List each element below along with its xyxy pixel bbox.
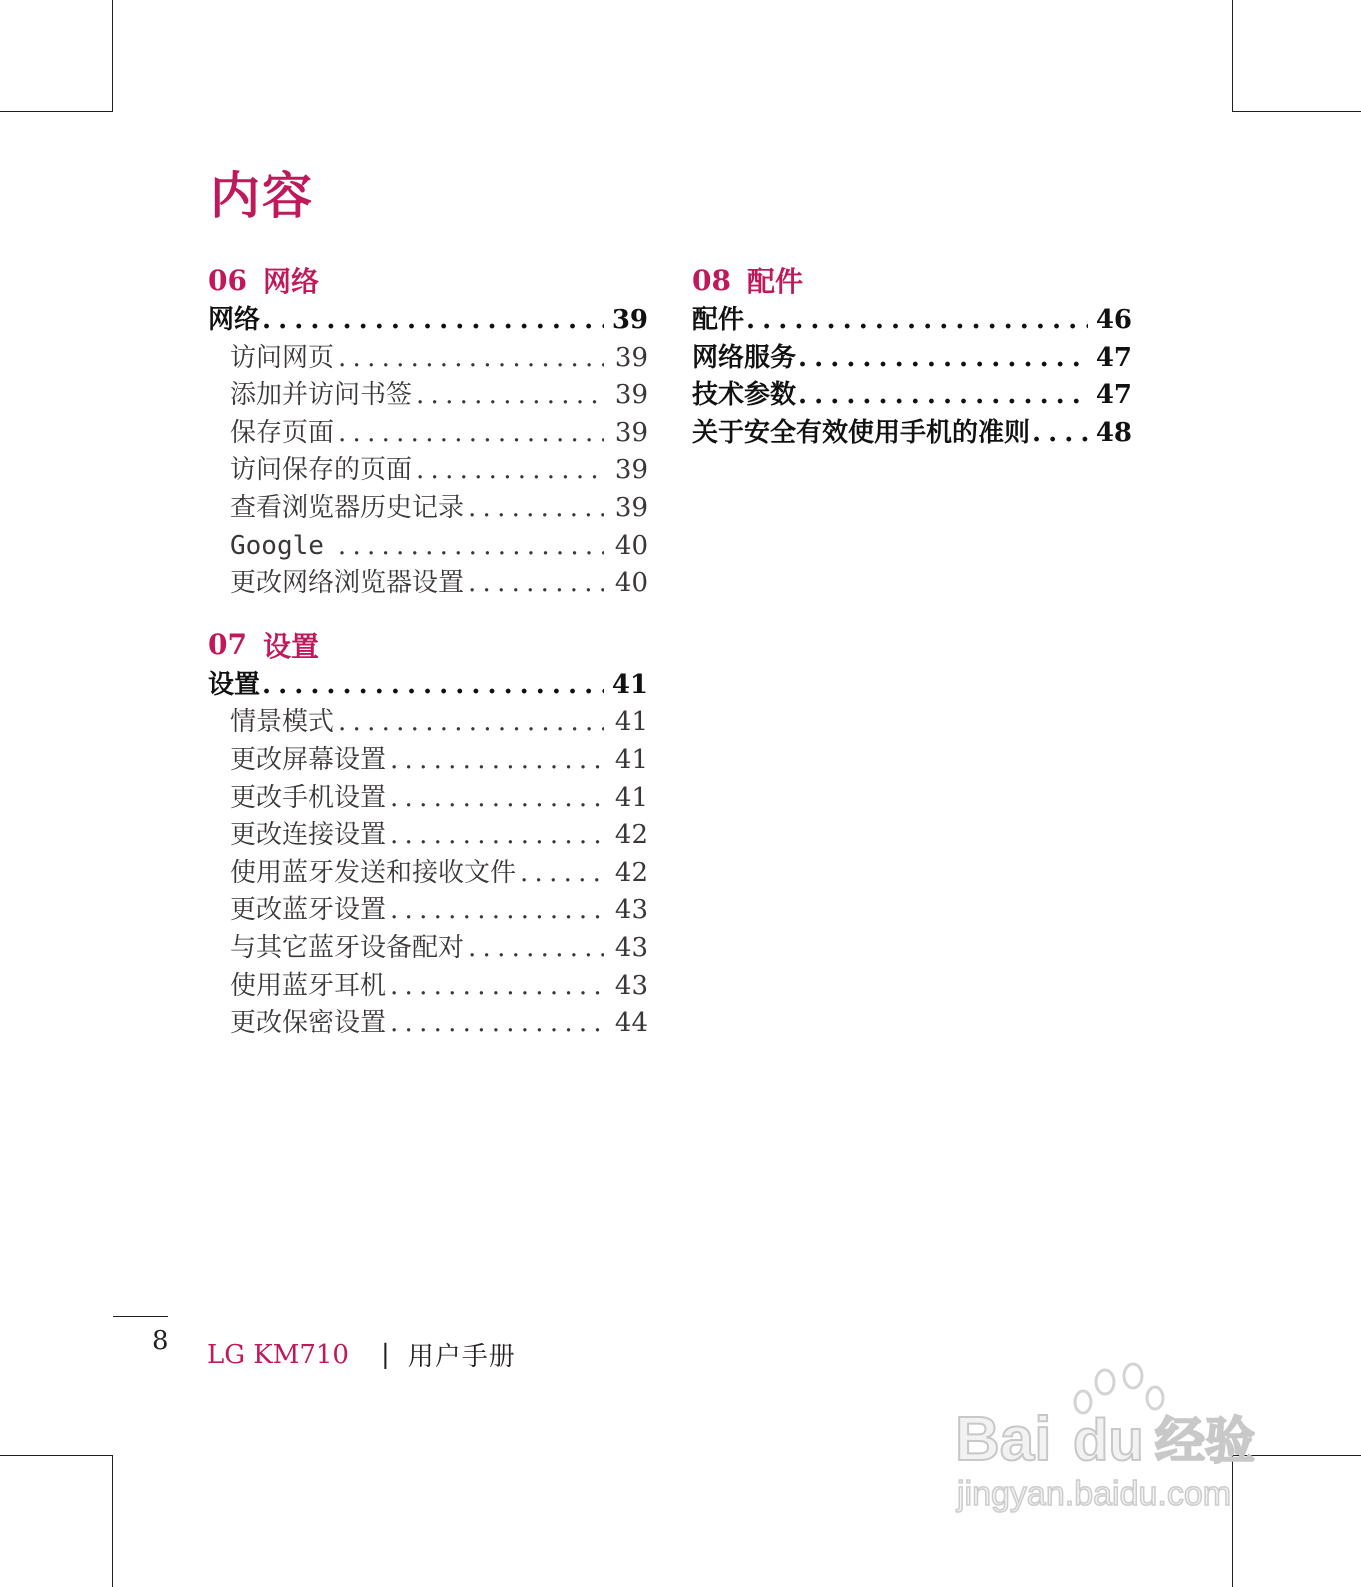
toc-entry[interactable] bbox=[208, 490, 648, 528]
section-heading bbox=[208, 623, 648, 667]
toc-entry[interactable] bbox=[208, 377, 648, 415]
page-number: 8 bbox=[152, 1326, 169, 1356]
toc-entry-label: 更改保密设置 bbox=[230, 1008, 387, 1039]
section-heading bbox=[208, 258, 648, 302]
svg-text:jingyan.baidu.com: jingyan.baidu.com bbox=[957, 1475, 1232, 1513]
dot-leader bbox=[262, 302, 604, 340]
toc-entry-page: 39 bbox=[614, 492, 648, 523]
dot-leader bbox=[468, 490, 604, 528]
toc-column-right bbox=[692, 258, 1132, 468]
svg-text:du: du bbox=[1073, 1408, 1144, 1473]
toc-entry-page: 47 bbox=[1095, 342, 1132, 373]
dot-leader bbox=[390, 742, 604, 780]
toc-entry-label: 添加并访问书签 bbox=[230, 380, 413, 411]
dot-leader bbox=[468, 930, 604, 968]
toc-entry[interactable] bbox=[208, 855, 648, 893]
toc-entry-main[interactable] bbox=[692, 302, 1132, 340]
dot-leader bbox=[416, 452, 604, 490]
toc-entry-label: 访问保存的页面 bbox=[230, 455, 413, 486]
section-name: 网络 bbox=[262, 265, 319, 298]
toc-entry-label: 关于安全有效使用手机的准则 bbox=[692, 417, 1031, 448]
toc-entry[interactable] bbox=[208, 780, 648, 818]
toc-entry-label: 设置 bbox=[208, 669, 261, 700]
toc-entry[interactable] bbox=[208, 930, 648, 968]
toc-entry-page: 41 bbox=[611, 669, 648, 700]
footer-manual-label: 用户手册 bbox=[407, 1342, 516, 1372]
footer bbox=[207, 1336, 516, 1373]
toc-entry-page: 40 bbox=[614, 530, 648, 561]
footer-separator: | bbox=[380, 1339, 390, 1370]
toc-entry-label: 与其它蓝牙设备配对 bbox=[230, 932, 465, 963]
toc-entry-page: 46 bbox=[1095, 305, 1132, 335]
toc-entry-page: 43 bbox=[614, 970, 648, 1001]
toc-entry[interactable] bbox=[208, 742, 648, 780]
toc-entry-page: 43 bbox=[614, 932, 648, 963]
toc-entry-label: 保存页面 bbox=[230, 417, 335, 448]
section-number: 06 bbox=[208, 263, 247, 297]
dot-leader bbox=[520, 855, 604, 893]
toc-entry[interactable] bbox=[208, 704, 648, 742]
section-heading bbox=[692, 258, 1132, 302]
dot-leader bbox=[338, 340, 604, 378]
toc-entry-page: 39 bbox=[611, 305, 648, 335]
crop-mark-tl-h bbox=[0, 111, 112, 112]
dot-leader bbox=[390, 1005, 604, 1043]
section-number: 08 bbox=[692, 263, 731, 297]
toc-entry-label: 网络服务 bbox=[692, 342, 797, 373]
toc-entry-page: 41 bbox=[614, 744, 648, 775]
toc-entry-page: 44 bbox=[614, 1008, 648, 1039]
crop-mark-bl-v bbox=[112, 1455, 113, 1587]
toc-entry[interactable] bbox=[208, 1005, 648, 1043]
toc-entry[interactable] bbox=[208, 817, 648, 855]
dot-leader bbox=[416, 377, 604, 415]
toc-entry-page: 39 bbox=[614, 342, 648, 373]
dot-leader bbox=[468, 565, 604, 603]
toc-entry[interactable] bbox=[208, 340, 648, 378]
toc-entry-page: 41 bbox=[614, 782, 648, 813]
toc-column-left bbox=[208, 258, 648, 1059]
toc-entry-label: 情景模式 bbox=[230, 707, 335, 738]
toc-entry[interactable] bbox=[208, 415, 648, 453]
dot-leader bbox=[338, 415, 604, 453]
toc-entry-page: 47 bbox=[1095, 380, 1132, 411]
toc-section-06 bbox=[208, 258, 648, 603]
dot-leader bbox=[390, 780, 604, 818]
toc-entry-main[interactable] bbox=[692, 340, 1132, 378]
crop-mark-tr-v bbox=[1232, 0, 1233, 112]
crop-mark-tr-h bbox=[1232, 111, 1361, 112]
toc-entry-label: 更改连接设置 bbox=[230, 820, 387, 851]
toc-entry-label: 使用蓝牙耳机 bbox=[230, 970, 387, 1001]
section-number: 07 bbox=[208, 628, 247, 662]
svg-text:Bai: Bai bbox=[955, 1405, 1052, 1474]
toc-entry-label: 访问网页 bbox=[230, 342, 335, 373]
toc-entry-page: 39 bbox=[614, 380, 648, 411]
toc-entry-page: 39 bbox=[614, 417, 648, 448]
footer-model: LG KM710 bbox=[207, 1339, 349, 1370]
toc-entry-label: Google bbox=[230, 530, 324, 561]
toc-entry-page: 39 bbox=[614, 455, 648, 486]
toc-entry[interactable] bbox=[208, 452, 648, 490]
crop-mark-bl-h bbox=[0, 1455, 112, 1456]
toc-entry[interactable] bbox=[208, 892, 648, 930]
toc-entry[interactable] bbox=[208, 565, 648, 603]
page-title: 内容 bbox=[210, 166, 314, 225]
dot-leader bbox=[390, 892, 604, 930]
toc-entry[interactable] bbox=[208, 528, 648, 566]
toc-entry-main[interactable] bbox=[208, 667, 648, 705]
crop-mark-tl-v bbox=[112, 0, 113, 112]
toc-entry-page: 48 bbox=[1095, 417, 1132, 448]
section-name: 设置 bbox=[262, 629, 319, 663]
dot-leader bbox=[390, 817, 604, 855]
toc-entry-label: 使用蓝牙发送和接收文件 bbox=[230, 857, 517, 888]
toc-entry-main[interactable] bbox=[692, 377, 1132, 415]
toc-entry[interactable] bbox=[208, 968, 648, 1006]
toc-entry-label: 网络 bbox=[208, 305, 261, 335]
toc-entry-page: 40 bbox=[614, 568, 648, 599]
toc-entry-page: 43 bbox=[614, 895, 648, 926]
toc-entry-page: 41 bbox=[614, 707, 648, 738]
dot-leader bbox=[746, 302, 1088, 340]
svg-text:经验: 经验 bbox=[1155, 1412, 1255, 1470]
toc-entry-label: 更改手机设置 bbox=[230, 782, 387, 813]
toc-section-07 bbox=[208, 623, 648, 1043]
toc-entry-label: 技术参数 bbox=[692, 380, 797, 411]
toc-entry-label: 查看浏览器历史记录 bbox=[230, 492, 465, 523]
toc-entry-page: 42 bbox=[614, 857, 648, 888]
dot-leader bbox=[1032, 415, 1088, 453]
baidu-jingyan-watermark-logo bbox=[955, 1360, 1275, 1520]
dot-leader bbox=[798, 377, 1088, 415]
toc-entry-label: 配件 bbox=[692, 305, 745, 335]
dot-leader bbox=[338, 704, 604, 742]
toc-entry-label: 更改蓝牙设置 bbox=[230, 895, 387, 926]
dot-leader bbox=[798, 340, 1088, 378]
section-name: 配件 bbox=[746, 265, 803, 298]
toc-entry-main[interactable] bbox=[208, 302, 648, 340]
toc-entry-label: 更改网络浏览器设置 bbox=[230, 568, 465, 599]
dot-leader bbox=[262, 667, 604, 705]
toc-entry-page: 42 bbox=[614, 820, 648, 851]
toc-entry-label: 更改屏幕设置 bbox=[230, 744, 387, 775]
dot-leader bbox=[338, 528, 604, 566]
dot-leader bbox=[390, 968, 604, 1006]
footer-rule bbox=[113, 1316, 168, 1317]
toc-entry-main[interactable] bbox=[692, 415, 1132, 453]
toc-section-08 bbox=[692, 258, 1132, 452]
